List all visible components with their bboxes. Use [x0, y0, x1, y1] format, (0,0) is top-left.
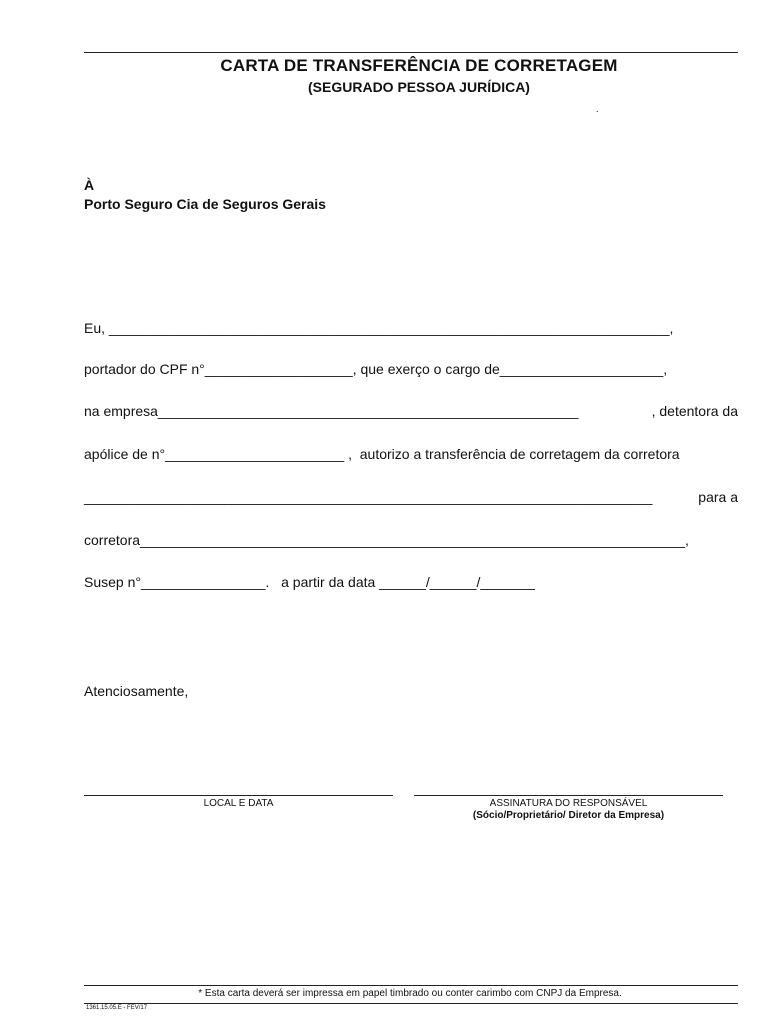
footer-rule-top	[84, 985, 738, 986]
form-code: 1361.15.05.E - FEV/17	[86, 1005, 148, 1011]
body-line-6: corretora______________________________________________________________________,	[84, 532, 689, 548]
body-line-5: _________________________________________________________________________	[84, 489, 653, 505]
signature-line-right	[414, 795, 723, 796]
top-rule	[84, 52, 738, 53]
signature-subcaption: (Sócio/Proprietário/ Diretor da Empresa)	[472, 810, 665, 821]
signature-caption: ASSINATURA DO RESPONSÁVEL	[489, 798, 648, 809]
addressee-company: Porto Seguro Cia de Seguros Gerais	[84, 196, 326, 212]
closing-text: Atenciosamente,	[84, 683, 189, 699]
body-line-1: Eu, ________________________________________________________________________,	[84, 320, 674, 336]
body-line-3-end: , detentora da	[651, 403, 738, 419]
body-line-3: na empresa______________________________________________________	[84, 403, 579, 419]
body-line-5-end: para a	[698, 489, 738, 505]
footer-rule-bottom	[84, 1003, 738, 1004]
body-line-2: portador do CPF n°___________________, que exerço o cargo de_____________________,	[84, 361, 668, 377]
document-title: CARTA DE TRANSFERÊNCIA DE CORRETAGEM	[220, 56, 618, 75]
body-line-4: apólice de n°_______________________ , autorizo a transferência de corretagem da corretora	[84, 446, 680, 462]
signature-line-left	[84, 795, 393, 796]
footer-note: * Esta carta deverá ser impressa em papel timbrado ou conter carimbo com CNPJ da Empresa.	[198, 988, 622, 999]
stray-mark: .	[596, 104, 599, 114]
document-subtitle: (SEGURADO PESSOA JURÍDICA)	[308, 79, 530, 95]
addressee-prefix: À	[84, 177, 95, 193]
body-line-7: Susep n°________________. a partir da data ______/______/_______	[84, 574, 535, 590]
local-date-caption: LOCAL E DATA	[203, 798, 274, 809]
